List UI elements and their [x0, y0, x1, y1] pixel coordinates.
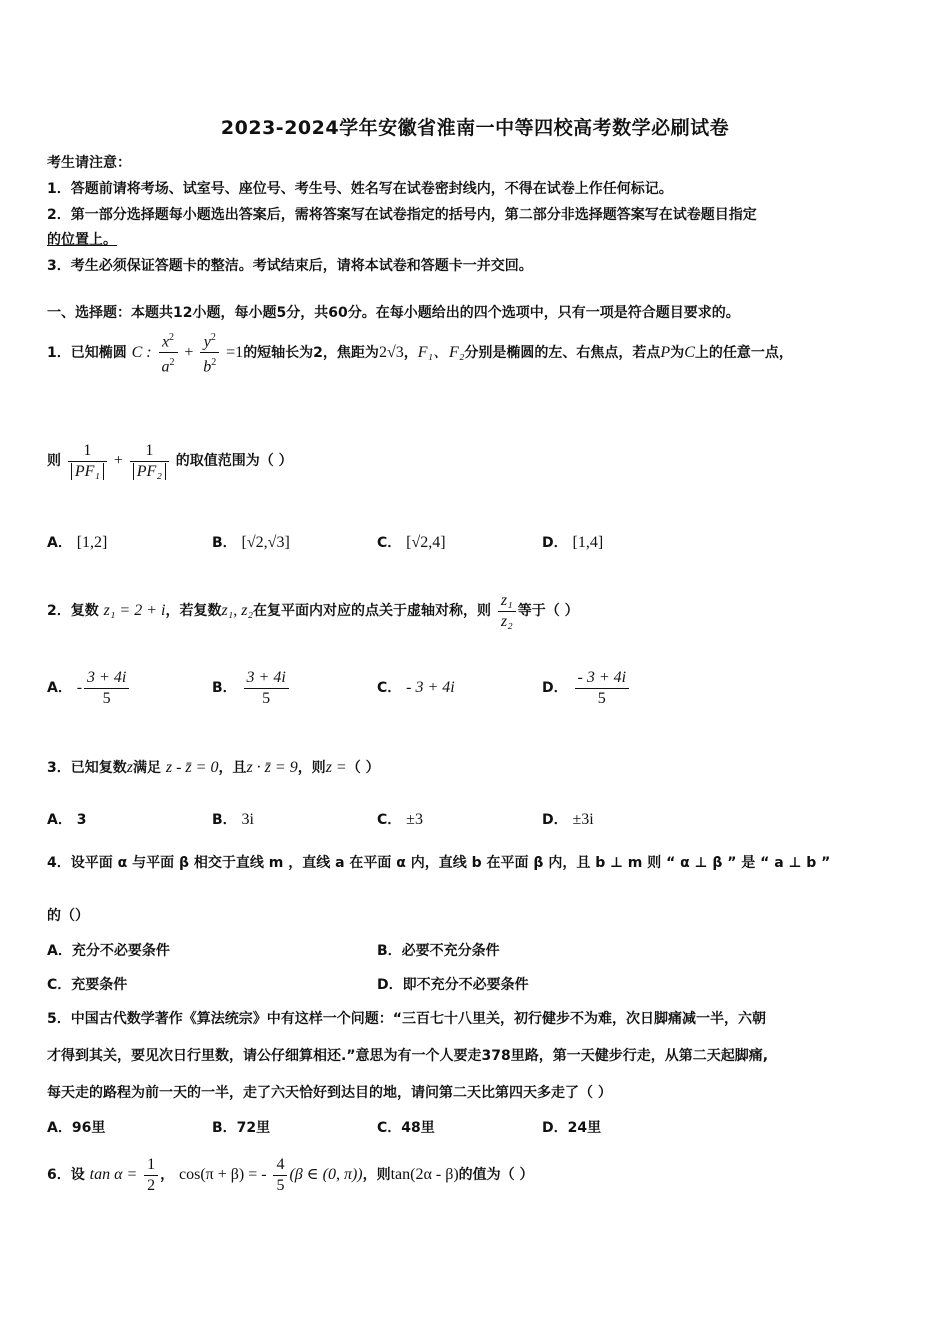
q1-text-4: 分别是椭圆的左、右焦点，若点 [464, 344, 661, 361]
question-3 [47, 757, 380, 777]
q1-option-b[interactable]: B． [√2,√3] [212, 534, 290, 551]
q1-frac-x-num: x [161, 333, 170, 351]
q4-option-d[interactable]: D．即不充分不必要条件 [377, 977, 529, 993]
page-title: 2023-2024学年安徽省淮南一中等四校高考数学必刷试卷 [220, 117, 730, 139]
notice-item-2-cont-text: 的位置上。 [47, 232, 117, 248]
q6-cos: cos(π + β) = - [179, 1166, 267, 1183]
q2-text-2: ，若复数 [165, 603, 222, 619]
q1-frac-pf2-num: 1 [130, 441, 169, 462]
q5-option-d[interactable]: D．24里 [542, 1120, 602, 1136]
q5-line-3: 每天走的路程为前一天的一半，走了六天恰好到达目的地，请问第二天比第四天多走了（ ） [47, 1085, 612, 1101]
q6-cond: (β ∈ (0, π)) [289, 1166, 363, 1183]
q1-option-d[interactable]: D． [1,4] [542, 534, 604, 551]
q2-option-d[interactable]: D． $\frac{- 3 + 4i}{5}$ [542, 665, 631, 711]
q2-frac-num: z₁ [500, 591, 513, 609]
q1-frac-y-den: b [203, 358, 212, 376]
q2-option-a[interactable]: A． - $\frac{3 + 4i}{5}$ [47, 665, 131, 711]
q6-frac-half-num: 1 [144, 1155, 158, 1176]
q3-cond-2: z · z̄ = 9 [246, 759, 298, 776]
q1-option-c[interactable]: C． [√2,4] [377, 534, 446, 551]
q2-text-4: 等于（ ） [517, 603, 579, 619]
q2-option-b[interactable]: B． $\frac{3 + 4i}{5}$ [212, 665, 291, 711]
q6-number: 6． [47, 1167, 71, 1183]
q2-text-1: 复数 [70, 603, 99, 619]
question-2 [47, 588, 579, 634]
q2-number: 2． [47, 603, 71, 619]
q6-frac-half-den: 2 [147, 1176, 156, 1194]
notice-item-2-cont [47, 229, 117, 249]
q1-frac-pf1 [68, 441, 107, 482]
q3-text-4: ，则 [297, 760, 326, 776]
q5-line-2: 才得到其关，要见次日行里数，请公仔细算相还.”意思为有一个人要走378里路，第一天健步行走，从第二天起脚痛, [47, 1048, 769, 1064]
q4-text: 设平面 α 与平面 β 相交于直线 m ，直线 a 在平面 α 内，直线 b 在平面 β 内，且 b ⊥ m 则 “ α ⊥ β ” 是 “ a ⊥ b ” [70, 855, 831, 871]
q1-point-p: P [660, 343, 671, 361]
q3-text-1: 已知复数 [70, 760, 127, 776]
q1-text-8: 的取值范围为（ ） [175, 453, 293, 469]
q6-text-1: 设 [70, 1167, 85, 1183]
q6-frac-half [144, 1155, 158, 1196]
q3-option-b[interactable]: B． 3i [212, 811, 254, 828]
q2-text-3: 在复平面内对应的点关于虚轴对称，则 [253, 603, 492, 619]
q2-frac [498, 591, 516, 632]
q1-curve-c: C [684, 343, 695, 361]
q3-option-a[interactable]: A． 3 [47, 812, 87, 828]
q6-text-2: ， [160, 1167, 175, 1183]
q1-frac-x: $\frac{x^2}{a^2}$ [159, 328, 178, 378]
q3-option-c[interactable]: C． ±3 [377, 811, 423, 828]
q3-text-2: 满足 [132, 760, 161, 776]
q5-option-b[interactable]: B．72里 [212, 1120, 271, 1136]
q1-frac-x-den: a [161, 358, 170, 376]
q2-option-c[interactable]: C． - 3 + 4i [377, 679, 455, 696]
q1-text-6: 上的任意一点， [694, 344, 793, 361]
q5-option-a[interactable]: A．96里 [47, 1120, 106, 1136]
q1-frac-y: $\frac{y^2}{b^2}$ [200, 328, 219, 378]
section-heading: 一、选择题：本题共12小题，每小题5分，共60分。在每小题给出的四个选项中，只有一项是符合题目要求的。 [47, 305, 740, 321]
q5-line-1: 5．中国古代数学著作《算法统宗》中有这样一个问题：“三百七十八里关，初行健步不为难，次日脚痛减一半，六朝 [47, 1011, 766, 1027]
q6-text-4: 的值为（ ） [458, 1167, 534, 1183]
q6-expr: tan(2α - β) [390, 1166, 459, 1183]
q3-number: 3． [47, 760, 71, 776]
q1-ellipse-c: C : [131, 343, 152, 361]
q2-z12: z₁, z₂ [221, 602, 254, 619]
q1-text-1: 已知椭圆 [70, 344, 127, 361]
q1-frac-pf1-den: PF₁ [71, 463, 104, 480]
notice-item-2: 2．第一部分选择题每小题选出答案后，需将答案写在试卷指定的括号内，第二部分非选择题答案写在试卷题目指定 [47, 207, 757, 223]
q4-option-c[interactable]: C．充要条件 [47, 977, 128, 993]
question-1: 1．已知椭圆 C : $\frac{x^2}{a^2}$ + $\frac{y^2}{b^2}$ =1的短轴长为2，焦距为2√3，F₁、F₂分别是椭圆的左、右焦点，若点P为C上的任意一点， [47, 328, 793, 378]
question-6 [47, 1152, 534, 1198]
q3-z-eq: z = [325, 759, 347, 776]
q1-text-5: 为 [670, 344, 685, 361]
q6-frac-45-den: 5 [276, 1176, 285, 1194]
notice-item-1: 1．答题前请将考场、试室号、座位号、考生号、姓名写在试卷密封线内，不得在试卷上作任何标记。 [47, 181, 673, 197]
q3-z: z [126, 759, 133, 776]
q1-frac-pf2-den: PF₂ [133, 463, 166, 480]
q6-frac-45-num: 4 [273, 1155, 287, 1176]
q1-option-a[interactable]: A． [1,2] [47, 534, 108, 551]
q1-frac-pf2 [130, 441, 169, 482]
q5-option-c[interactable]: C．48里 [377, 1120, 435, 1136]
q2-z1: z₁ = 2 + i [103, 602, 166, 619]
q3-cond-1: z - z̄ = 0 [165, 759, 219, 776]
q3-text-3: ，且 [218, 760, 247, 776]
q1-text-7: 则 [47, 453, 61, 469]
question-4 [47, 852, 830, 872]
q2-frac-den: z₂ [500, 612, 513, 630]
q1-number: 1． [47, 344, 71, 361]
notice-heading: 考生请注意： [47, 155, 131, 171]
q6-frac-45 [273, 1155, 287, 1196]
q1-eq-one: =1 [226, 343, 244, 361]
q4-cont: 的（） [47, 908, 89, 924]
notice-item-3: 3．考生必须保证答题卡的整洁。考试结束后，请将本试卷和答题卡一并交回。 [47, 258, 533, 274]
q6-tan: tan α = [89, 1166, 138, 1183]
q1-frac-y-num: y [203, 333, 211, 351]
q4-option-b[interactable]: B．必要不充分条件 [377, 943, 500, 959]
q1-foci: F₁、F₂ [417, 343, 465, 361]
q6-text-3: ，则 [362, 1167, 391, 1183]
q4-number: 4． [47, 855, 71, 871]
q3-text-5: （ ） [346, 760, 380, 776]
q1-frac-pf1-num: 1 [68, 441, 107, 462]
q1-focal: 2√3 [378, 343, 404, 361]
q1-text-2: 的短轴长为2，焦距为 [243, 344, 379, 361]
q1-text-3: ， [403, 344, 418, 361]
question-1-cont: 则 $\frac{1}{\text{PF₁}}$ + $\frac{1}{\text{PF₂}}$ 的取值范围为（ ） [47, 441, 293, 480]
q3-option-d[interactable]: D． ±3i [542, 811, 594, 828]
q4-option-a[interactable]: A．充分不必要条件 [47, 943, 170, 959]
